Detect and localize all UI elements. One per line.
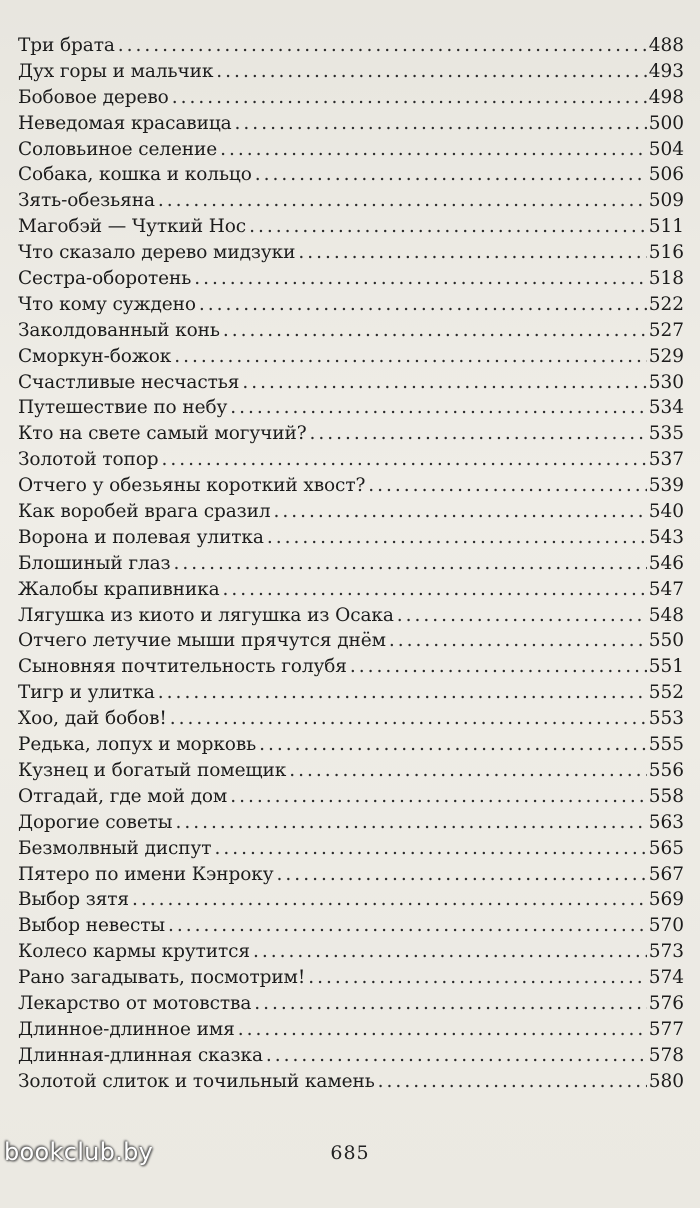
- toc-entry: [18, 838, 684, 864]
- toc-entry-page: 527: [648, 319, 684, 341]
- toc-entry-leader: [118, 35, 647, 56]
- table-of-contents: [18, 35, 684, 1097]
- toc-entry-page: 535: [648, 423, 684, 445]
- toc-entry: [18, 915, 684, 941]
- toc-entry: [18, 630, 684, 656]
- toc-entry-title: Три брата: [18, 35, 115, 56]
- toc-entry-title: Сестра-оборотень: [18, 268, 192, 290]
- toc-entry-leader: [220, 139, 647, 160]
- toc-entry-title: Зять-обезьяна: [18, 190, 155, 212]
- toc-entry: [18, 967, 684, 993]
- toc-entry: [18, 242, 684, 268]
- toc-entry-leader: [259, 734, 647, 755]
- toc-entry-title: Сыновняя почтительность голубя: [18, 656, 347, 678]
- toc-entry-page: 576: [648, 992, 684, 1014]
- toc-entry-page: 580: [648, 1070, 684, 1092]
- toc-entry-title: Как воробей врага сразил: [18, 501, 271, 523]
- toc-entry: [18, 216, 684, 242]
- toc-entry-leader: [168, 915, 647, 936]
- toc-entry-title: Рано загадывать, посмотрим!: [18, 967, 306, 989]
- toc-entry-leader: [216, 61, 646, 82]
- toc-entry-title: Лекарство от мотовства: [18, 992, 252, 1014]
- toc-entry-page: 577: [648, 1018, 684, 1040]
- toc-entry-page: 550: [648, 630, 684, 652]
- toc-entry-page: 574: [648, 967, 684, 989]
- toc-entry-title: Пятеро по имени Кэнроку: [18, 863, 274, 885]
- toc-entry: [18, 61, 684, 87]
- toc-entry-title: Кто на свете самый могучий?: [18, 423, 307, 445]
- toc-entry-title: Бобовое дерево: [18, 86, 169, 108]
- toc-entry-page: 529: [648, 345, 684, 367]
- toc-entry-title: Редька, лопух и морковь: [18, 734, 257, 756]
- toc-entry: [18, 139, 684, 165]
- toc-entry: [18, 113, 684, 139]
- toc-entry: [18, 87, 684, 113]
- toc-entry-title: Отчего у обезьяны короткий хвост?: [18, 475, 366, 497]
- toc-entry-page: 509: [648, 190, 684, 212]
- toc-entry-page: 488: [648, 35, 684, 56]
- toc-entry-page: 553: [648, 708, 684, 730]
- toc-entry-leader: [194, 268, 646, 289]
- toc-entry-title: Неведомая красавица: [18, 112, 232, 134]
- toc-entry-title: Сморкун-божок: [18, 345, 172, 367]
- toc-entry-leader: [158, 682, 647, 703]
- toc-entry-leader: [242, 372, 646, 393]
- toc-entry-leader: [174, 346, 646, 367]
- toc-entry-leader: [274, 501, 647, 522]
- toc-entry-leader: [214, 838, 646, 859]
- toc-entry-page: 569: [648, 889, 684, 911]
- toc-entry-leader: [230, 786, 646, 807]
- toc-entry-leader: [308, 967, 647, 988]
- toc-entry: [18, 449, 684, 475]
- toc-entry-title: Выбор невесты: [18, 915, 165, 937]
- toc-entry: [18, 682, 684, 708]
- toc-entry-title: Колесо кармы крутится: [18, 941, 250, 963]
- toc-entry-page: 570: [648, 915, 684, 937]
- toc-entry: [18, 501, 684, 527]
- toc-entry-title: Длинная-длинная сказка: [18, 1044, 263, 1066]
- toc-entry-page: 504: [648, 138, 684, 160]
- toc-entry: [18, 527, 684, 553]
- page-number: 685: [330, 1142, 370, 1164]
- toc-entry: [18, 397, 684, 423]
- toc-entry-page: 518: [648, 268, 684, 290]
- toc-entry-title: Заколдованный конь: [18, 319, 220, 341]
- toc-entry-title: Кузнец и богатый помещик: [18, 759, 287, 781]
- toc-entry-page: 563: [648, 811, 684, 833]
- toc-entry-title: Выбор зятя: [18, 889, 129, 911]
- toc-entry-title: Золотой топор: [18, 449, 159, 471]
- toc-entry-leader: [277, 864, 647, 885]
- toc-entry: [18, 941, 684, 967]
- toc-entry: [18, 708, 684, 734]
- toc-entry-leader: [132, 889, 647, 910]
- toc-entry: [18, 423, 684, 449]
- toc-entry-page: 511: [648, 216, 684, 238]
- toc-entry-page: 552: [648, 682, 684, 704]
- toc-entry-title: Отчего летучие мыши прячутся днём: [18, 630, 386, 652]
- toc-entry-title: Собака, кошка и кольцо: [18, 164, 252, 186]
- toc-entry-title: Безмолвный диспут: [18, 837, 212, 859]
- toc-entry-title: Магобэй — Чуткий Нос: [18, 216, 247, 238]
- toc-entry-title: Лягушка из киото и лягушка из Осака: [18, 604, 394, 626]
- toc-entry-page: 516: [648, 242, 684, 264]
- toc-entry-leader: [254, 993, 646, 1014]
- toc-entry: [18, 35, 684, 61]
- toc-entry-leader: [158, 190, 647, 211]
- toc-entry-page: 556: [648, 759, 684, 781]
- toc-entry-page: 539: [648, 475, 684, 497]
- toc-entry-leader: [249, 216, 647, 237]
- toc-entry: [18, 294, 684, 320]
- toc-entry: [18, 475, 684, 501]
- toc-entry: [18, 164, 684, 190]
- toc-entry: [18, 605, 684, 631]
- toc-entry: [18, 190, 684, 216]
- toc-entry-title: Золотой слиток и точильный камень: [18, 1070, 375, 1092]
- toc-entry: [18, 1045, 684, 1071]
- toc-entry: [18, 1071, 684, 1097]
- toc-entry-title: Тигр и улитка: [18, 682, 155, 704]
- toc-entry-page: 493: [648, 60, 684, 82]
- toc-entry-leader: [199, 294, 647, 315]
- toc-entry: [18, 579, 684, 605]
- watermark: bookclub.by: [4, 1138, 154, 1166]
- toc-entry-leader: [235, 113, 647, 134]
- toc-entry-title: Счастливые несчастья: [18, 371, 240, 393]
- toc-entry-page: 506: [648, 164, 684, 186]
- toc-entry: [18, 734, 684, 760]
- toc-entry-title: Путешествие по небу: [18, 397, 228, 419]
- toc-entry-leader: [378, 1071, 647, 1092]
- toc-entry-title: Что сказало дерево мидзуки: [18, 242, 296, 264]
- toc-entry-title: Хоо, дай бобов!: [18, 708, 167, 730]
- toc-entry-title: Блошиный глаз: [18, 552, 171, 574]
- toc-entry-page: 534: [648, 397, 684, 419]
- toc-entry-leader: [289, 760, 646, 781]
- toc-entry-page: 565: [648, 837, 684, 859]
- toc-entry-leader: [267, 527, 647, 548]
- toc-entry: [18, 268, 684, 294]
- toc-entry-title: Отгадай, где мой дом: [18, 785, 228, 807]
- toc-entry-leader: [350, 656, 647, 677]
- toc-entry-page: 543: [648, 526, 684, 548]
- toc-entry-leader: [174, 553, 647, 574]
- toc-entry-page: 573: [648, 941, 684, 963]
- toc-entry-title: Жалобы крапивника: [18, 578, 220, 600]
- toc-entry: [18, 372, 684, 398]
- toc-entry: [18, 1019, 684, 1045]
- toc-entry-leader: [310, 423, 647, 444]
- toc-entry-title: Что кому суждено: [18, 293, 196, 315]
- toc-entry: [18, 786, 684, 812]
- toc-entry-page: 567: [648, 863, 684, 885]
- toc-entry-title: Длинное-длинное имя: [18, 1018, 235, 1040]
- toc-entry-title: Дух горы и мальчик: [18, 60, 214, 82]
- toc-entry-page: 548: [648, 604, 684, 626]
- toc-entry: [18, 812, 684, 838]
- toc-entry-leader: [230, 397, 646, 418]
- toc-entry-leader: [266, 1045, 647, 1066]
- toc-entry-page: 540: [648, 501, 684, 523]
- toc-entry-leader: [298, 242, 646, 263]
- toc-entry-leader: [397, 605, 647, 626]
- toc-entry-page: 578: [648, 1044, 684, 1066]
- toc-entry-page: 498: [648, 86, 684, 108]
- toc-entry-page: 522: [648, 293, 684, 315]
- toc-entry: [18, 760, 684, 786]
- toc-entry-leader: [175, 812, 646, 833]
- toc-entry-leader: [368, 475, 646, 496]
- toc-entry-leader: [389, 630, 647, 651]
- toc-entry-leader: [170, 708, 647, 729]
- toc-entry-page: 547: [648, 578, 684, 600]
- toc-entry-title: Соловьиное селение: [18, 138, 218, 160]
- toc-entry: [18, 656, 684, 682]
- toc-entry: [18, 864, 684, 890]
- toc-entry-leader: [238, 1019, 647, 1040]
- toc-entry-leader: [172, 87, 647, 108]
- toc-entry: [18, 993, 684, 1019]
- toc-entry-page: 546: [648, 552, 684, 574]
- toc-entry-title: Ворона и полевая улитка: [18, 526, 264, 548]
- toc-entry: [18, 320, 684, 346]
- toc-entry-leader: [162, 449, 647, 470]
- toc-entry-page: 537: [648, 449, 684, 471]
- toc-entry: [18, 346, 684, 372]
- toc-entry: [18, 889, 684, 915]
- toc-entry-leader: [255, 164, 647, 185]
- toc-entry-page: 530: [648, 371, 684, 393]
- toc-entry-leader: [223, 320, 647, 341]
- toc-entry: [18, 553, 684, 579]
- toc-entry-page: 555: [648, 734, 684, 756]
- toc-entry-page: 558: [648, 785, 684, 807]
- toc-entry-page: 551: [648, 656, 684, 678]
- toc-entry-title: Дорогие советы: [18, 811, 173, 833]
- toc-entry-leader: [223, 579, 647, 600]
- toc-entry-leader: [253, 941, 647, 962]
- toc-entry-page: 500: [648, 112, 684, 134]
